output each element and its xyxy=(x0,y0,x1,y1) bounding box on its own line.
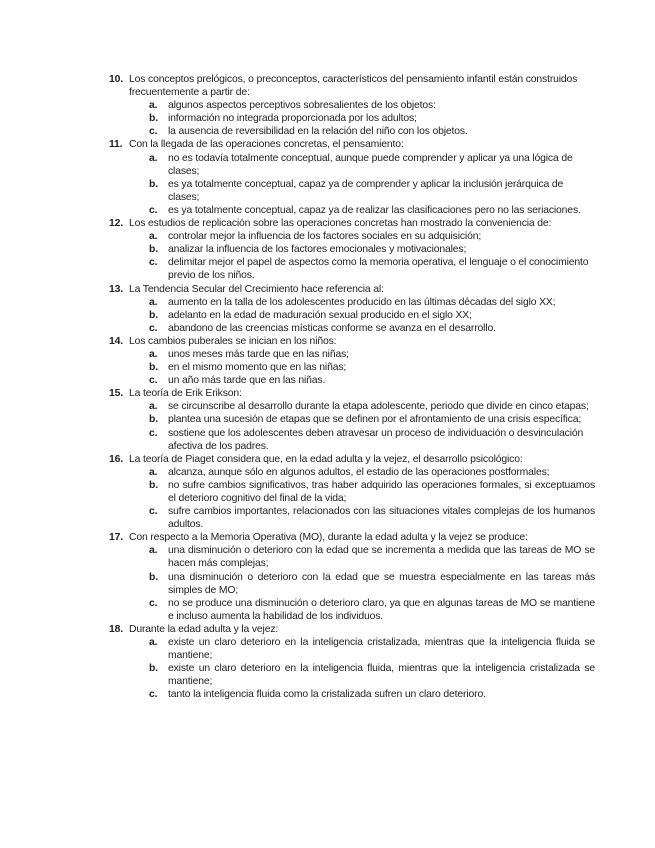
option-letter: a. xyxy=(149,152,158,164)
question-text: La teoría de Piaget considera que, en la edad adulta y la vejez, el desarrollo psicológico: xyxy=(129,453,523,465)
option-text: sufre cambios importantes, relacionados con las situaciones vitales complejas de los humanos adultos. xyxy=(168,506,595,531)
answer-option xyxy=(149,413,595,426)
answer-option xyxy=(149,178,595,204)
option-text: es ya totalmente conceptual, capaz ya de comprender y aplicar la inclusión jerárquica de clases; xyxy=(168,178,564,203)
answer-option xyxy=(149,152,595,178)
question-number: 11. xyxy=(109,139,123,151)
option-text: adelanto en la edad de maduración sexual producido en el siglo XX; xyxy=(168,309,472,321)
option-text: existe un claro deterioro en la inteligencia fluida, mientras que la inteligencia cristalizada se mantiene; xyxy=(168,663,595,688)
answer-option xyxy=(149,230,595,243)
option-letter: b. xyxy=(149,479,158,491)
option-letter: b. xyxy=(149,244,158,256)
option-letter: c. xyxy=(149,322,158,334)
option-letter: c. xyxy=(149,126,158,138)
answer-option xyxy=(149,400,595,413)
question-number: 10. xyxy=(109,74,123,85)
answer-option xyxy=(149,309,595,322)
answer-option xyxy=(149,571,595,597)
answer-option xyxy=(149,636,595,662)
answer-options xyxy=(129,348,595,387)
option-letter: c. xyxy=(149,597,158,609)
option-letter: b. xyxy=(149,362,158,374)
answer-option xyxy=(149,479,595,505)
option-letter: b. xyxy=(149,571,158,583)
answer-options xyxy=(129,400,595,452)
answer-option xyxy=(149,505,595,531)
answer-option xyxy=(149,688,595,701)
option-letter: a. xyxy=(149,231,158,243)
answer-options xyxy=(129,152,595,217)
answer-option xyxy=(149,374,595,387)
option-letter: a. xyxy=(149,296,158,308)
option-text: la ausencia de reversibilidad en la relación del niño con los objetos. xyxy=(168,126,468,138)
question-text: Durante la edad adulta y la vejez: xyxy=(129,623,279,635)
question-number: 12. xyxy=(109,218,123,230)
option-text: una disminución o deterioro con la edad que se incrementa a medida que las tareas de MO se hacen más complejas; xyxy=(168,545,595,570)
option-text: es ya totalmente conceptual, capaz ya de realizar las clasificaciones pero no las seriaciones. xyxy=(168,204,581,216)
question-item xyxy=(109,217,595,282)
answer-options xyxy=(129,99,595,138)
option-text: se circunscribe al desarrollo durante la etapa adolescente, periodo que divide en cinco etapas; xyxy=(168,401,589,413)
option-letter: c. xyxy=(149,257,158,269)
answer-options xyxy=(129,296,595,335)
answer-options xyxy=(129,636,595,701)
question-item xyxy=(109,283,595,335)
option-text: delimitar mejor el papel de aspectos como la memoria operativa, el lenguaje o el conocimiento previo de los niños. xyxy=(168,257,589,282)
option-text: analizar la influencia de los factores emocionales y motivacionales; xyxy=(168,244,467,256)
question-text: Con respecto a la Memoria Operativa (MO), durante la edad adulta y la vejez se produce: xyxy=(129,532,528,544)
question-number: 17. xyxy=(109,532,123,544)
option-text: no es todavía totalmente conceptual, aunque puede comprender y aplicar ya una lógica de clases; xyxy=(168,152,573,177)
option-text: alcanza, aunque sólo en algunos adultos, el estadio de las operaciones postformales; xyxy=(168,466,550,478)
answer-option xyxy=(149,99,595,112)
option-text: aumento en la talla de los adolescentes producido en las últimas décadas del siglo XX; xyxy=(168,296,556,308)
option-letter: c. xyxy=(149,689,158,701)
option-text: no se produce una disminución o deterioro claro, ya que en algunas tareas de MO se mantiene e incluso aumenta la habilidad de los individuos. xyxy=(168,597,595,622)
option-text: algunos aspectos perceptivos sobresalientes de los objetos: xyxy=(168,100,436,112)
option-letter: a. xyxy=(149,100,158,112)
question-item xyxy=(109,623,595,702)
option-letter: a. xyxy=(149,401,158,413)
question-text: La Tendencia Secular del Crecimiento hace referencia al: xyxy=(129,283,384,295)
answer-options xyxy=(129,466,595,531)
option-text: en el mismo momento que en las niñas; xyxy=(168,362,347,374)
question-number: 16. xyxy=(109,453,123,465)
answer-options xyxy=(129,544,595,623)
answer-option xyxy=(149,544,595,570)
option-letter: c. xyxy=(149,427,158,439)
question-number: 18. xyxy=(109,623,123,635)
question-text: Los cambios puberales se inician en los niños: xyxy=(129,335,337,347)
answer-option xyxy=(149,466,595,479)
answer-option xyxy=(149,125,595,138)
answer-option xyxy=(149,204,595,217)
option-text: abandono de las creencias místicas conforme se avanza en el desarrollo. xyxy=(168,322,496,334)
option-letter: b. xyxy=(149,309,158,321)
answer-option xyxy=(149,322,595,335)
option-letter: b. xyxy=(149,414,158,426)
option-letter: b. xyxy=(149,113,158,125)
answer-option xyxy=(149,361,595,374)
option-text: no sufre cambios significativos, tras haber adquirido las operaciones formales, si exceptuamos el deterioro cognitivo del final de la vida; xyxy=(168,479,595,504)
answer-option xyxy=(149,662,595,688)
answer-option xyxy=(149,348,595,361)
question-item xyxy=(109,387,595,452)
option-text: existe un claro deterioro en la inteligencia cristalizada, mientras que la inteligencia fluida se mantiene; xyxy=(168,637,595,662)
option-letter: a. xyxy=(149,466,158,478)
answer-option xyxy=(149,112,595,125)
question-item xyxy=(109,531,595,623)
question-item xyxy=(109,73,595,138)
option-letter: a. xyxy=(149,637,158,649)
answer-options xyxy=(129,230,595,282)
question-text: Los estudios de replicación sobre las operaciones concretas han mostrado la conveniencia de: xyxy=(129,218,552,230)
option-letter: a. xyxy=(149,545,158,557)
question-text: La teoría de Erik Erikson: xyxy=(129,388,242,400)
question-item xyxy=(109,138,595,217)
option-text: tanto la inteligencia fluida como la cristalizada sufren un claro deterioro. xyxy=(168,689,486,701)
answer-option xyxy=(149,256,595,282)
answer-option xyxy=(149,296,595,309)
question-text: Los conceptos prelógicos, o preconceptos, característicos del pensamiento infantil están construidos frecuentemente a partir de: xyxy=(129,74,578,99)
answer-option xyxy=(149,243,595,256)
option-text: información no integrada proporcionada por los adultos; xyxy=(168,113,417,125)
option-letter: a. xyxy=(149,348,158,360)
question-item xyxy=(109,335,595,387)
question-number: 13. xyxy=(109,283,123,295)
option-letter: c. xyxy=(149,204,158,216)
question-number: 14. xyxy=(109,335,123,347)
question-text: Con la llegada de las operaciones concretas, el pensamiento: xyxy=(129,139,404,151)
option-text: controlar mejor la influencia de los factores sociales en su adquisición; xyxy=(168,231,482,243)
option-text: una disminución o deterioro con la edad que se muestra especialmente en las tareas más simples de MO; xyxy=(168,571,595,596)
option-letter: b. xyxy=(149,663,158,675)
option-text: unos meses más tarde que en las niñas; xyxy=(168,348,349,360)
answer-option xyxy=(149,427,595,453)
option-text: un año más tarde que en las niñas. xyxy=(168,375,326,387)
option-letter: c. xyxy=(149,506,158,518)
option-text: plantea una sucesión de etapas que se definen por el afrontamiento de una crisis específica; xyxy=(168,414,582,426)
answer-option xyxy=(149,597,595,623)
option-letter: c. xyxy=(149,375,158,387)
option-text: sostiene que los adolescentes deben atravesar un proceso de individuación o desvinculación afectiva de los padres. xyxy=(168,427,584,452)
option-letter: b. xyxy=(149,178,158,190)
question-item xyxy=(109,453,595,532)
question-number: 15. xyxy=(109,388,123,400)
